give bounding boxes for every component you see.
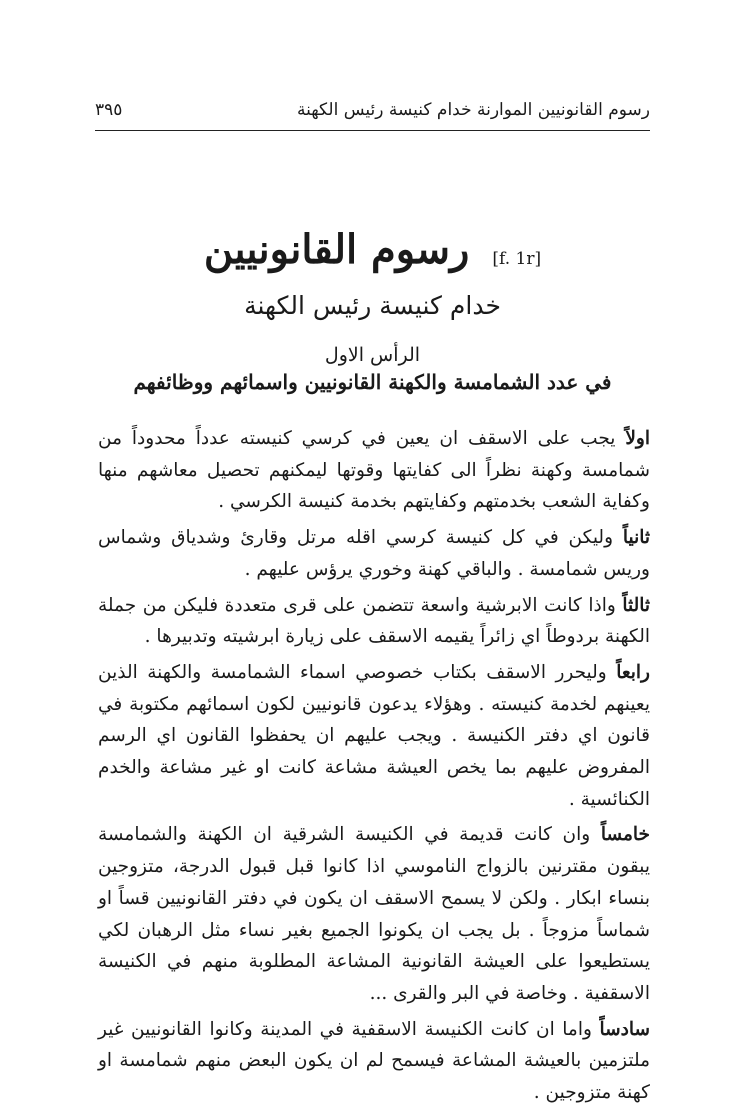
paragraph-1 [98,423,650,518]
paragraph-2 [98,522,650,585]
paragraph-text: وليحرر الاسقف بكتاب خصوصي اسماء الشمامسة والكهنة الذين يعينهم لخدمة كنيسته . وهؤلاء يدعون قانونيين لكون اسمائهم مكتوبة في قانون اي دفتر الكنيسة . ويجب عليهم ان يحفظوا القانون اي الرسم المفروض عليهم بما يخص العيشة مشاعة كانت او غير مشاعة والخدم الكنائسية . [98,661,650,810]
paragraph-text: واذا كانت الابرشية واسعة تتضمن على قرى متعددة فليكن من جملة الكهنة بردوطاً اي زائراً يقيمه الاسقف على زيارة ابرشيته وتدبيرها . [98,594,650,648]
chapter-heading: الرأس الاول [324,344,421,366]
running-header [95,90,650,131]
title-block [60,226,685,273]
folio-reference: [f. 1r] [492,248,542,269]
subtitle: خدام كنيسة رئيس الكهنة [244,291,501,320]
paragraph-lead: ثانياً [622,527,650,549]
running-title: رسوم القانونيين الموارنة خدام كنيسة رئيس الكهنة [296,100,650,120]
paragraph-3 [98,590,650,653]
main-title: رسوم القانونيين [203,226,470,273]
paragraph-lead: رابعاً [616,661,650,683]
paragraph-6 [98,1014,650,1109]
paragraph-text: يجب على الاسقف ان يعين في كرسي كنيسته عدداً محدوداً من شمامسة وكهنة نظراً الى كفايتها وقوتها ليمكنهم تحصيل معاشهم منها وكفاية الشعب بخدمتهم وكفايتهم بخدمة كنيسة الكرسي . [98,428,650,513]
page-number: ٣٩٥ [95,100,123,120]
paragraph-lead: اولاً [625,428,650,449]
paragraph-4 [98,657,650,816]
chapter-subheading: في عدد الشمامسة والكهنة القانونيين واسمائهم ووظائفهم [133,370,612,394]
paragraph-5 [98,819,650,1009]
paragraph-lead: ثالثاً [622,594,650,616]
paragraph-text: وليكن في كل كنيسة كرسي اقله مرتل وقارئ وشدياق وشماس وريس شمامسة . والباقي كهنة وخوري يرؤس عليهم . [98,527,650,580]
paragraph-text: وان كانت قديمة في الكنيسة الشرقية ان الكهنة والشمامسة يبقون مقترنين بالزواج الناموسي اذا كانوا قبل قبول الدرجة، متزوجين بنساء ابكار . ولكن لا يسمح الاسقف ان يكون في دفتر القانونيين قساً او شماساً مزوجاً . بل يجب ان يكونوا الجميع بغير نساء مثل الرهبان لكي يستطيعوا على العيشة القانونية المشاعة المطلوبة منهم في الكنيسة الاسقفية . وخاصة في البر والقرى ... [98,824,650,1004]
paragraph-lead: سادساً [599,1018,650,1040]
body-text [98,423,650,1109]
paragraph-lead: خامساً [600,824,650,846]
paragraph-text: واما ان كانت الكنيسة الاسقفية في المدينة وكانوا القانونيين غير ملتزمين بالعيشة المشاعة فيسمح لم ان يكون البعض منهم شمامسة او كهنة متزوجين . [98,1018,650,1104]
